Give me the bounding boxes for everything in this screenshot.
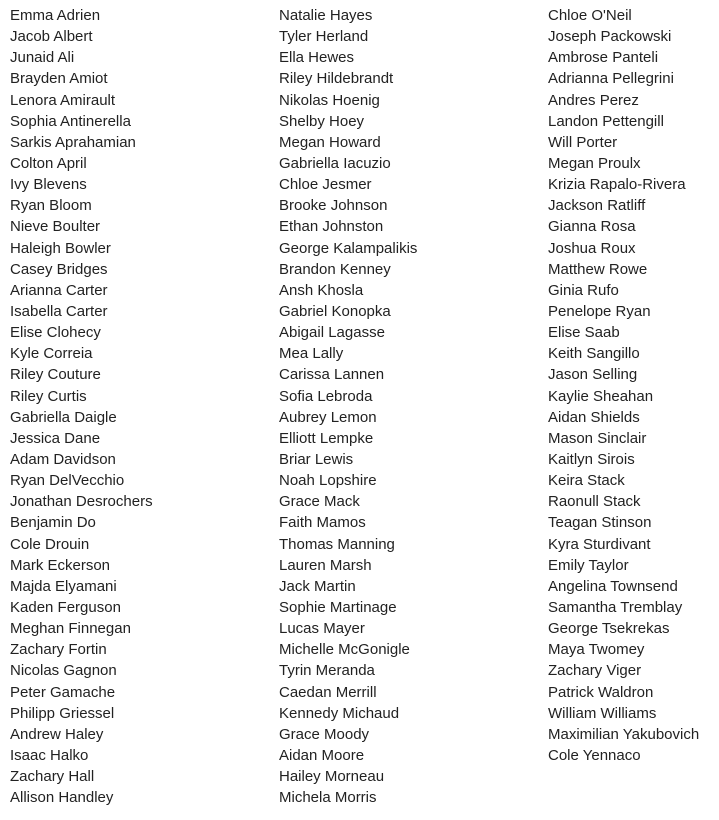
name-entry: Caedan Merrill xyxy=(279,683,377,701)
name-entry: Abigail Lagasse xyxy=(279,324,385,342)
name-entry: Chloe O'Neil xyxy=(548,7,632,24)
name-entry: Kaden Ferguson xyxy=(10,598,121,616)
name-entry: Philipp Griessel xyxy=(10,704,115,722)
name-entry: Sophie Martinage xyxy=(279,598,397,616)
name-entry: Junaid Ali xyxy=(10,49,75,67)
name-entry: Arianna Carter xyxy=(10,281,108,299)
name-entry: Peter Gamache xyxy=(10,683,116,701)
name-entry: Will Porter xyxy=(548,133,618,151)
name-entry: Briar Lewis xyxy=(279,450,354,468)
name-entry: Ambrose Panteli xyxy=(548,49,659,67)
name-entry: Matthew Rowe xyxy=(548,260,648,278)
name-entry: George Kalampalikis xyxy=(279,239,418,257)
name-entry: Penelope Ryan xyxy=(548,302,651,320)
name-entry: Mason Sinclair xyxy=(548,429,647,447)
name-entry: Sarkis Aprahamian xyxy=(10,133,136,151)
name-entry: Jason Selling xyxy=(548,366,638,384)
name-entry: Aidan Moore xyxy=(279,746,365,764)
name-entry: Joshua Roux xyxy=(548,239,636,257)
name-entry: Megan Howard xyxy=(279,133,381,151)
name-entry: Grace Moody xyxy=(279,725,370,743)
name-entry: Angelina Townsend xyxy=(548,577,678,595)
name-column-3 xyxy=(548,5,699,766)
name-entry: Brayden Amiot xyxy=(10,70,108,88)
name-entry: Faith Mamos xyxy=(279,514,366,532)
name-entry: Emily Taylor xyxy=(548,556,629,574)
name-entry: Michela Morris xyxy=(279,789,377,807)
name-entry: Colton April xyxy=(10,154,87,172)
name-entry: Chloe Jesmer xyxy=(279,176,372,194)
name-entry: Grace Mack xyxy=(279,493,360,511)
name-entry: Maya Twomey xyxy=(548,641,645,659)
name-entry: Sophia Antinerella xyxy=(10,112,131,130)
name-entry: Cole Drouin xyxy=(10,535,90,553)
name-entry: Isabella Carter xyxy=(10,302,108,320)
name-entry: Aubrey Lemon xyxy=(279,408,377,426)
name-entry: Mea Lally xyxy=(279,345,344,363)
name-entry: Adam Davidson xyxy=(10,450,116,468)
name-entry: Michelle McGonigle xyxy=(279,641,410,659)
name-entry: Lucas Mayer xyxy=(279,620,365,638)
name-entry: Hailey Morneau xyxy=(279,768,385,786)
name-entry: Nikolas Hoenig xyxy=(279,91,380,109)
name-list xyxy=(0,5,719,815)
name-entry: Ella Hewes xyxy=(279,49,355,67)
name-entry: Jonathan Desrochers xyxy=(10,493,153,511)
name-entry: Meghan Finnegan xyxy=(10,620,131,638)
name-entry: Gabriel Konopka xyxy=(279,302,391,320)
name-entry: Thomas Manning xyxy=(279,535,395,553)
name-entry: Riley Hildebrandt xyxy=(279,70,394,88)
name-entry: Raonull Stack xyxy=(548,493,641,511)
name-entry: Lauren Marsh xyxy=(279,556,372,574)
name-entry: William Williams xyxy=(548,704,657,722)
name-entry: Zachary Viger xyxy=(548,662,642,680)
name-entry: Zachary Hall xyxy=(10,768,95,786)
name-entry: Landon Pettengill xyxy=(548,112,664,130)
name-entry: Isaac Halko xyxy=(10,746,89,764)
name-entry: Elise Saab xyxy=(548,324,620,342)
name-entry: Zachary Fortin xyxy=(10,641,107,659)
name-entry: Noah Lopshire xyxy=(279,472,377,490)
name-entry: Kennedy Michaud xyxy=(279,704,400,722)
name-entry: Tyrin Meranda xyxy=(279,662,375,680)
name-entry: Sofia Lebroda xyxy=(279,387,373,405)
name-entry: Kaylie Sheahan xyxy=(548,387,654,405)
name-entry: Nicolas Gagnon xyxy=(10,662,117,680)
name-entry: Keira Stack xyxy=(548,472,625,490)
name-entry: Kyra Sturdivant xyxy=(548,535,651,553)
name-entry: Elliott Lempke xyxy=(279,429,374,447)
name-entry: Megan Proulx xyxy=(548,154,641,172)
name-entry: Ansh Khosla xyxy=(279,281,364,299)
name-entry: Adrianna Pellegrini xyxy=(548,70,674,88)
name-entry: Mark Eckerson xyxy=(10,556,111,574)
name-entry: Ginia Rufo xyxy=(548,281,619,299)
name-entry: Jack Martin xyxy=(279,577,356,595)
name-entry: Ethan Johnston xyxy=(279,218,384,236)
name-entry: Riley Couture xyxy=(10,366,101,384)
name-entry: Elise Clohecy xyxy=(10,324,101,342)
name-entry: Gianna Rosa xyxy=(548,218,636,236)
name-entry: George Tsekrekas xyxy=(548,620,670,638)
name-entry: Carissa Lannen xyxy=(279,366,385,384)
name-entry: Gabriella Iacuzio xyxy=(279,154,391,172)
name-entry: Jacob Albert xyxy=(10,28,93,46)
name-entry: Natalie Hayes xyxy=(279,7,373,24)
name-entry: Gabriella Daigle xyxy=(10,408,117,426)
name-entry: Krizia Rapalo-Rivera xyxy=(548,176,686,194)
name-entry: Shelby Hoey xyxy=(279,112,365,130)
name-entry: Kaitlyn Sirois xyxy=(548,450,635,468)
name-entry: Majda Elyamani xyxy=(10,577,117,595)
name-entry: Brandon Kenney xyxy=(279,260,391,278)
name-entry: Lenora Amirault xyxy=(10,91,116,109)
name-column-2 xyxy=(279,5,417,808)
name-entry: Teagan Stinson xyxy=(548,514,652,532)
name-entry: Haleigh Bowler xyxy=(10,239,111,257)
name-entry: Kyle Correia xyxy=(10,345,93,363)
name-entry: Maximilian Yakubovich xyxy=(548,725,700,743)
name-entry: Andres Perez xyxy=(548,91,639,109)
name-entry: Tyler Herland xyxy=(279,28,369,46)
name-entry: Emma Adrien xyxy=(10,7,101,24)
name-entry: Patrick Waldron xyxy=(548,683,654,701)
name-entry: Andrew Haley xyxy=(10,725,104,743)
name-entry: Cole Yennaco xyxy=(548,746,641,764)
name-entry: Nieve Boulter xyxy=(10,218,101,236)
name-entry: Ivy Blevens xyxy=(10,176,87,194)
name-column-1 xyxy=(10,5,153,808)
name-entry: Joseph Packowski xyxy=(548,28,672,46)
name-entry: Keith Sangillo xyxy=(548,345,640,363)
name-entry: Ryan Bloom xyxy=(10,197,92,215)
name-entry: Aidan Shields xyxy=(548,408,640,426)
name-entry: Benjamin Do xyxy=(10,514,96,532)
name-entry: Allison Handley xyxy=(10,789,114,807)
name-entry: Casey Bridges xyxy=(10,260,108,278)
name-entry: Brooke Johnson xyxy=(279,197,388,215)
name-entry: Jackson Ratliff xyxy=(548,197,646,215)
name-entry: Riley Curtis xyxy=(10,387,87,405)
name-entry: Samantha Tremblay xyxy=(548,598,683,616)
name-entry: Ryan DelVecchio xyxy=(10,472,125,490)
name-entry: Jessica Dane xyxy=(10,429,101,447)
